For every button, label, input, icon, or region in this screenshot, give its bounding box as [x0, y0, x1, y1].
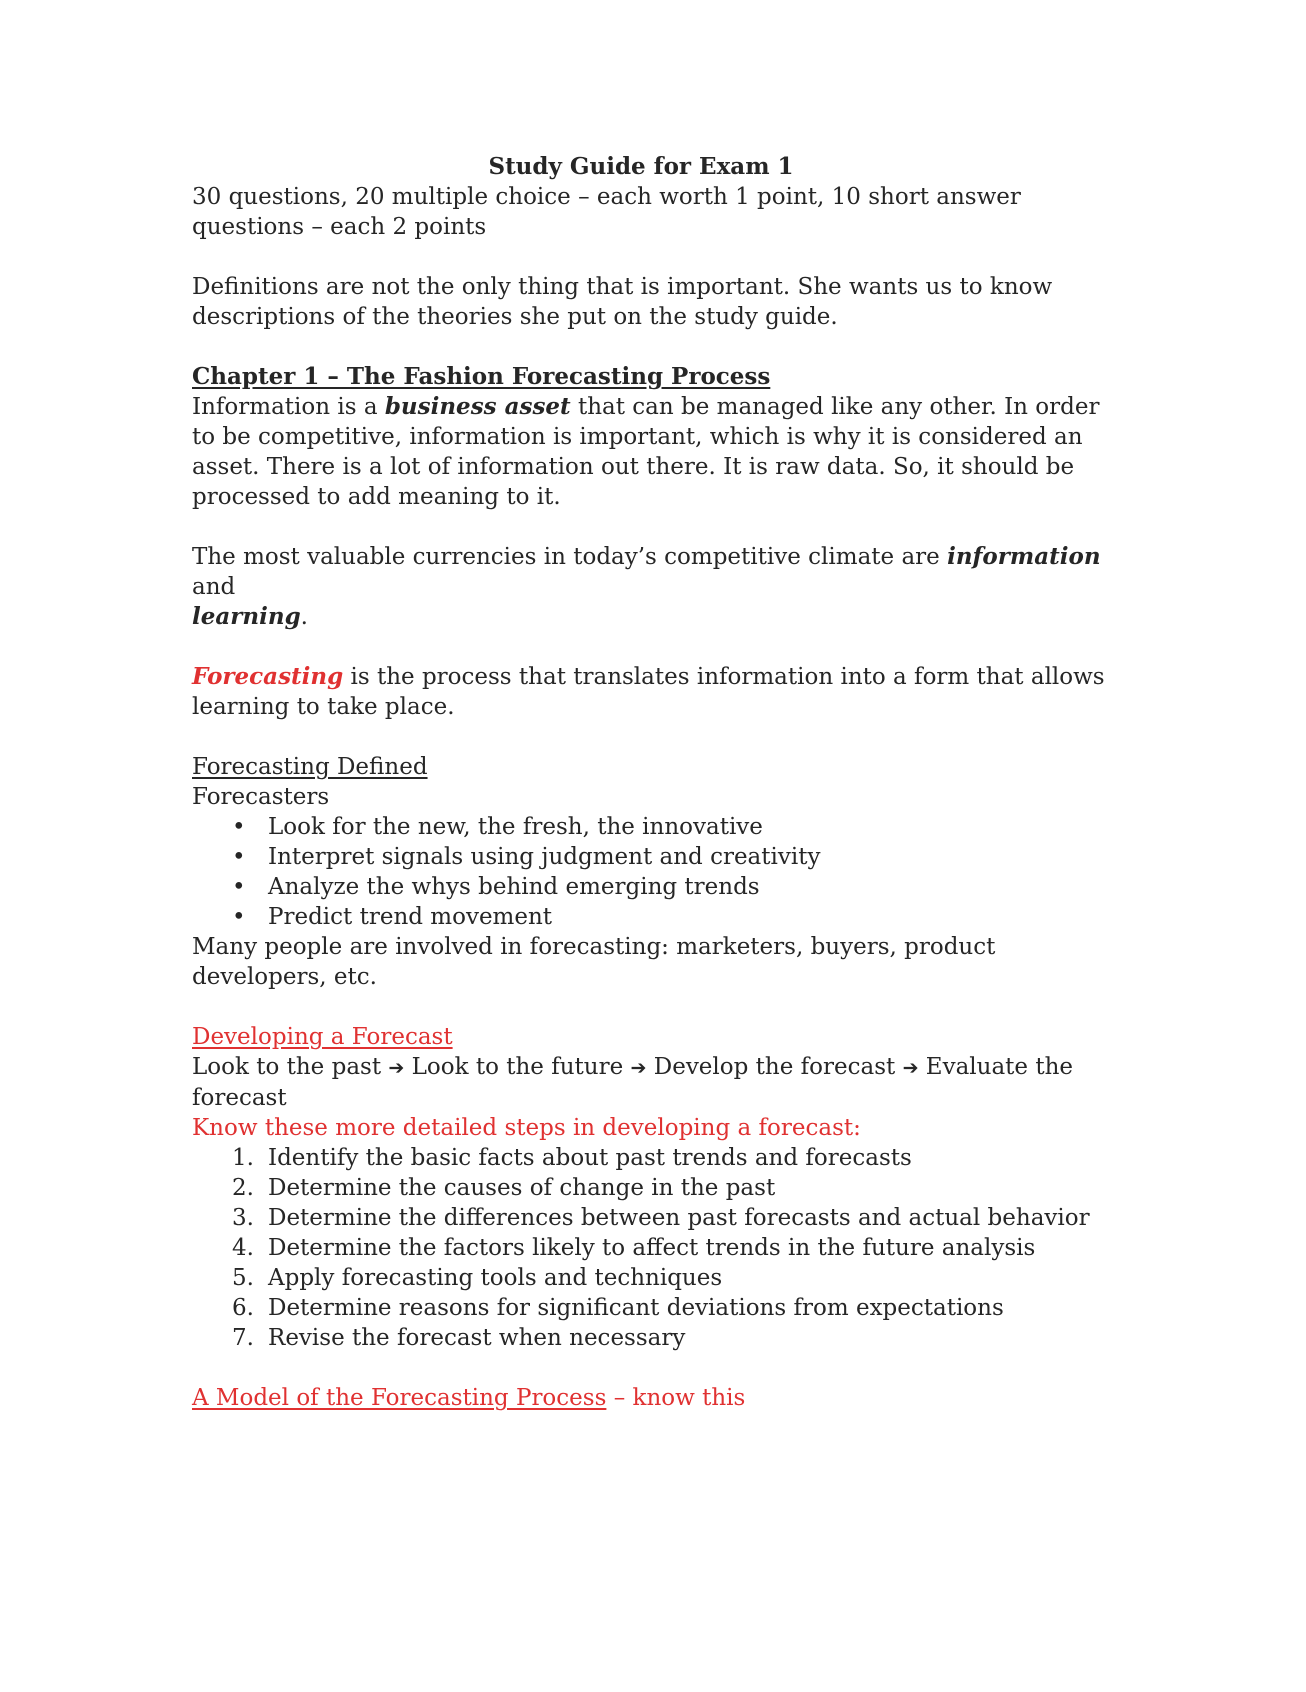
- model-heading: A Model of the Forecasting Process – know this: [192, 1385, 746, 1411]
- definitions-note: Definitions are not the only thing that is important. She wants us to know descriptions of the theories she put on the study guide.: [192, 274, 1053, 330]
- chapter-paragraph-3: Forecasting is the process that translates information into a form that allows learning to take place.: [192, 663, 1105, 720]
- learning-emphasis: learning: [192, 603, 301, 630]
- list-item: 2. Determine the causes of change in the past: [232, 1175, 776, 1201]
- forecasting-involved-note: Many people are involved in forecasting: marketers, buyers, product developers, etc.: [192, 934, 996, 990]
- list-item: • Analyze the whys behind emerging trends: [232, 874, 760, 900]
- chapter-paragraph-1: Information is a business asset that can be managed like any other. In order to be competitive, information is important, which is why it is considered an asset. There is a lot of information out there. It is raw data. So, it should be processed to add meaning to it.: [192, 393, 1100, 510]
- list-item: 3. Determine the differences between past forecasts and actual behavior: [232, 1205, 1090, 1231]
- bullet-marker: •: [232, 904, 246, 930]
- chapter-paragraph-2: The most valuable currencies in today’s competitive climate are information and learning.: [192, 543, 1101, 630]
- arrow-right-icon: ➔: [902, 1057, 919, 1079]
- list-item: • Look for the new, the fresh, the innovative: [232, 814, 763, 840]
- arrow-right-icon: ➔: [630, 1057, 647, 1079]
- document-page: [192, 152, 1122, 1413]
- bullet-marker: •: [232, 844, 246, 870]
- list-item: 5. Apply forecasting tools and techniques: [232, 1265, 723, 1291]
- forecasting-defined-heading: Forecasting Defined: [192, 754, 428, 780]
- bullet-marker: •: [232, 874, 246, 900]
- list-item: • Interpret signals using judgment and creativity: [232, 844, 821, 870]
- list-item: • Predict trend movement: [232, 904, 553, 930]
- list-item: 4. Determine the factors likely to affect trends in the future analysis: [232, 1235, 1036, 1261]
- business-asset-emphasis: business asset: [384, 393, 571, 420]
- list-item: 1. Identify the basic facts about past trends and forecasts: [232, 1145, 912, 1171]
- list-item: 6. Determine reasons for significant deviations from expectations: [232, 1295, 1004, 1321]
- developing-forecast-heading: Developing a Forecast: [192, 1024, 453, 1050]
- forecast-flow: Look to the past ➔ Look to the future ➔ Develop the forecast ➔ Evaluate the forecast: [192, 1054, 1074, 1111]
- forecasters-list: [192, 812, 1122, 932]
- exam-info: 30 questions, 20 multiple choice – each worth 1 point, 10 short answer questions – each 2 points: [192, 184, 1021, 240]
- forecast-steps-list: [192, 1143, 1122, 1353]
- arrow-right-icon: ➔: [388, 1057, 405, 1079]
- forecasting-term: Forecasting: [192, 663, 344, 690]
- list-item: 7. Revise the forecast when necessary: [232, 1325, 686, 1351]
- information-emphasis: information: [947, 543, 1101, 570]
- steps-instruction: Know these more detailed steps in developing a forecast:: [192, 1115, 861, 1141]
- chapter-heading: Chapter 1 – The Fashion Forecasting Process: [192, 363, 771, 390]
- bullet-marker: •: [232, 814, 246, 840]
- page-title: Study Guide for Exam 1: [488, 153, 794, 180]
- forecasters-label: Forecasters: [192, 784, 330, 810]
